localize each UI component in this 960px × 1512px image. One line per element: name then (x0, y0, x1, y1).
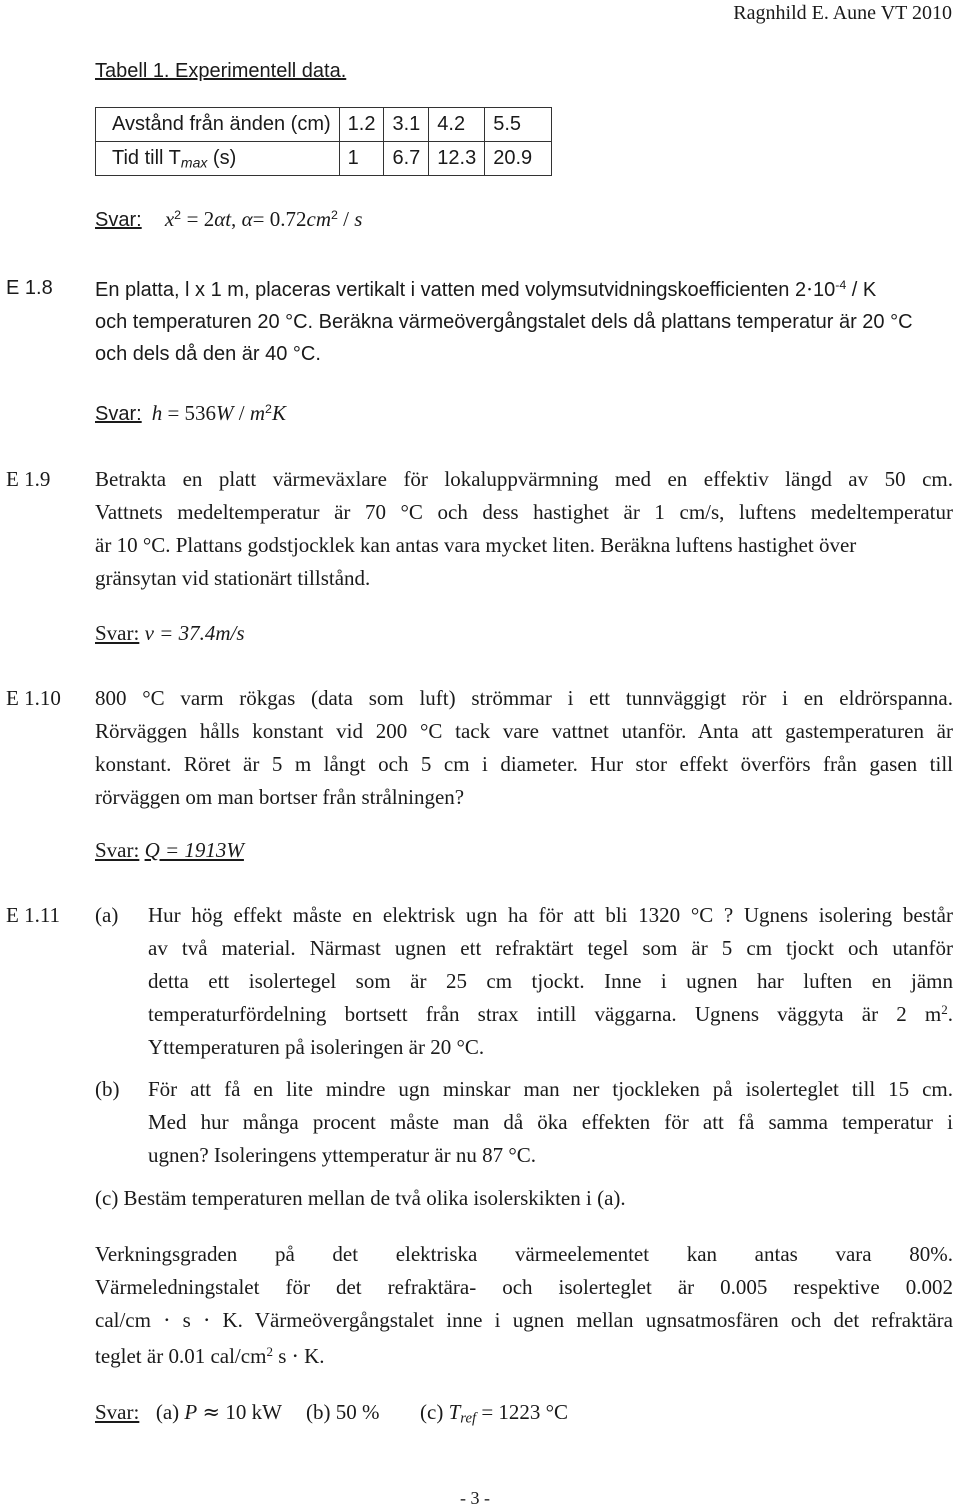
exercise-text: är 10 °C. Plattans godstjocklek kan antas vara mycket liten. Beräkna luftens hastighet över (95, 533, 857, 557)
header-author: Ragnhild E. Aune VT 2010 (733, 2, 952, 24)
subpart-label: (a) (95, 903, 119, 927)
table-cell: 4.2 (429, 108, 485, 142)
exercise-number: E 1.11 (6, 903, 61, 927)
table-cell: Tid till $T_{max}$ (s) (96, 142, 340, 176)
exercise-text: och temperaturen 20 °C. Beräkna värmeövergångstalet dels då plattans temperatur är 20 °C (95, 311, 913, 333)
exercise-text: Värmeledningstalet för det refraktära- och isolerteglet är 0.005 respektive 0.002 (95, 1275, 953, 1299)
subpart-label: (b) (95, 1077, 120, 1101)
exercise-text: Verkningsgraden på det elektriska värmeelementet kan antas vara 80%. (95, 1242, 953, 1266)
table-cell: 1.2 (339, 108, 384, 142)
exercise-text: gränsytan vid stationärt tillstånd. (95, 566, 371, 590)
answer: Svar: v = 37.4m/s (95, 621, 245, 645)
table-answer: Svar: $x^2 = 2\alpha t$, $\alpha= 0.72cm^2 / s$ (95, 207, 363, 231)
exercise-text: Yttemperaturen på isoleringen är 20 °C. (148, 1035, 485, 1059)
table-cell: 1 (339, 142, 384, 176)
exercise-text: detta ett isolertegel som är 25 cm tjockt. Inne i ugnen har luften en jämn (148, 969, 953, 993)
table-caption: Tabell 1. Experimentell data. (95, 60, 347, 82)
exercise-text: ugnen? Isoleringens yttemperatur är nu 87 °C. (148, 1143, 537, 1167)
exercise-text: 800 °C varm rökgas (data som luft) strömmar i ett tunnväggigt rör i en eldrörspanna. (95, 686, 953, 710)
table-row (96, 142, 552, 176)
exercise-text: cal/cm ⋅ s ⋅ K. Värmeövergångstalet inne i ugnen mellan ugnsatmosfären och det refraktära (95, 1308, 953, 1332)
exercise-text: (c) Bestäm temperaturen mellan de två olika isolerskikten i (a). (95, 1186, 626, 1210)
table-cell: 5.5 (485, 108, 552, 142)
answer: Svar: $h = 536W / m^2K$ (95, 401, 286, 425)
page-number: - 3 - (460, 1488, 490, 1508)
answer: Svar: (a) P ≈ 10 kW (b) 50 % (c) $T_{ref} = 1223$ °C (95, 1400, 569, 1427)
table-cell: 3.1 (384, 108, 429, 142)
exercise-text: och dels då den är 40 °C. (95, 343, 321, 365)
exercise-number: E 1.9 (6, 467, 51, 491)
exercise-text: teglet är 0.01 cal/$cm^2$ s ⋅ K. (95, 1343, 325, 1368)
table-cell: 20.9 (485, 142, 552, 176)
exercise-number: E 1.8 (6, 277, 53, 299)
exercise-text: av två material. Närmast ugnen ett refraktärt tegel som är 5 cm tjockt och utanför (148, 936, 953, 960)
table-row (96, 108, 552, 142)
experiment-table (95, 107, 552, 176)
answer: Svar: Q = 1913W (95, 838, 244, 862)
exercise-text: temperaturfördelning bortsett från strax intill väggarna. Ugnens väggyta är 2 $m^2$. (148, 1001, 953, 1026)
exercise-text: Hur hög effekt måste en elektrisk ugn ha för att bli 1320 °C ? Ugnens isolering består (148, 903, 953, 927)
exercise-text: Betrakta en platt värmeväxlare för lokaluppvärmning med en effektiv längd av 50 cm. (95, 467, 953, 491)
table-cell: Avstånd från änden (cm) (96, 108, 340, 142)
exercise-text: Vattnets medeltemperatur är 70 °C och dess hastighet är 1 cm/s, luftens medeltemperatur (95, 500, 953, 524)
table-cell: 6.7 (384, 142, 429, 176)
exercise-text: konstant. Röret är 5 m långt och 5 cm i diameter. Hur stor effekt överförs från gasen till (95, 752, 953, 776)
exercise-text: rörväggen om man bortser från strålningen? (95, 785, 465, 809)
exercise-text: För att få en lite mindre ugn minskar man ner tjockleken på isolerteglet till 15 cm. (148, 1077, 953, 1101)
exercise-text: Med hur många procent måste man då öka effekten för att få samma temperatur i (148, 1110, 953, 1134)
table-cell: 12.3 (429, 142, 485, 176)
exercise-number: E 1.10 (6, 686, 61, 710)
exercise-text: Rörväggen hålls konstant vid 200 °C tack vare vattnet utanför. Anta att gastemperaturen är (95, 719, 953, 743)
exercise-text: En platta, l x 1 m, placeras vertikalt i vatten med volymsutvidningskoefficienten $2\cdot 10^{-4} / K$ (95, 277, 877, 301)
